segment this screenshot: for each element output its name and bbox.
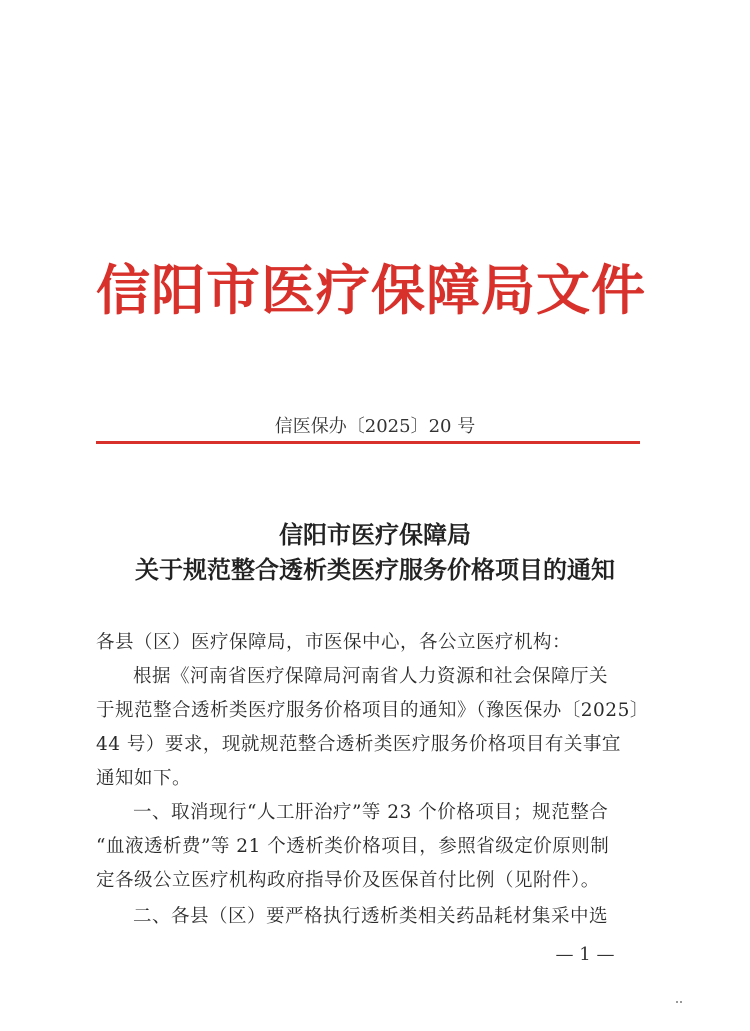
paragraph-3 — [96, 900, 644, 934]
document-header-title: 信阳市医疗保障局文件 — [96, 258, 646, 322]
paragraph-line: 一、取消现行“人工肝治疗”等 23 个价格项目；规范整合 — [133, 802, 609, 823]
paragraph-line: 定各级公立医疗机构政府指导价及医保首付比例（见附件）。 — [96, 870, 600, 891]
notice-title-line-1: 信阳市医疗保障局 — [279, 521, 471, 549]
paragraph-2 — [96, 796, 644, 898]
paragraph-line: 根据《河南省医疗保障局河南省人力资源和社会保障厅关 — [133, 666, 609, 687]
paragraph-line: 44 号）要求，现就规范整合透析类医疗服务价格项目有关事宜 — [96, 734, 621, 755]
paragraph-1 — [96, 660, 649, 796]
paragraph-line: 通知如下。 — [96, 768, 192, 789]
salutation-text: 各县（区）医疗保障局，市医保中心，各公立医疗机构： — [96, 632, 572, 653]
paragraph-line: 二、各县（区）要严格执行透析类相关药品耗材集采中选 — [133, 906, 609, 927]
notice-title-line-2: 关于规范整合透析类医疗服务价格项目的通知 — [135, 556, 615, 584]
document-number: 信医保办〔2025〕20 号 — [274, 416, 476, 437]
red-divider-line — [96, 441, 640, 444]
paragraph-line: 于规范整合透析类医疗服务价格项目的通知》（豫医保办〔2025〕 — [96, 700, 649, 721]
scan-speck — [676, 988, 684, 992]
paragraph-line: “血液透析费”等 21 个透析类价格项目，参照省级定价原则制 — [96, 836, 610, 857]
salutation — [96, 626, 644, 660]
page-number: — 1 — — [555, 944, 615, 965]
